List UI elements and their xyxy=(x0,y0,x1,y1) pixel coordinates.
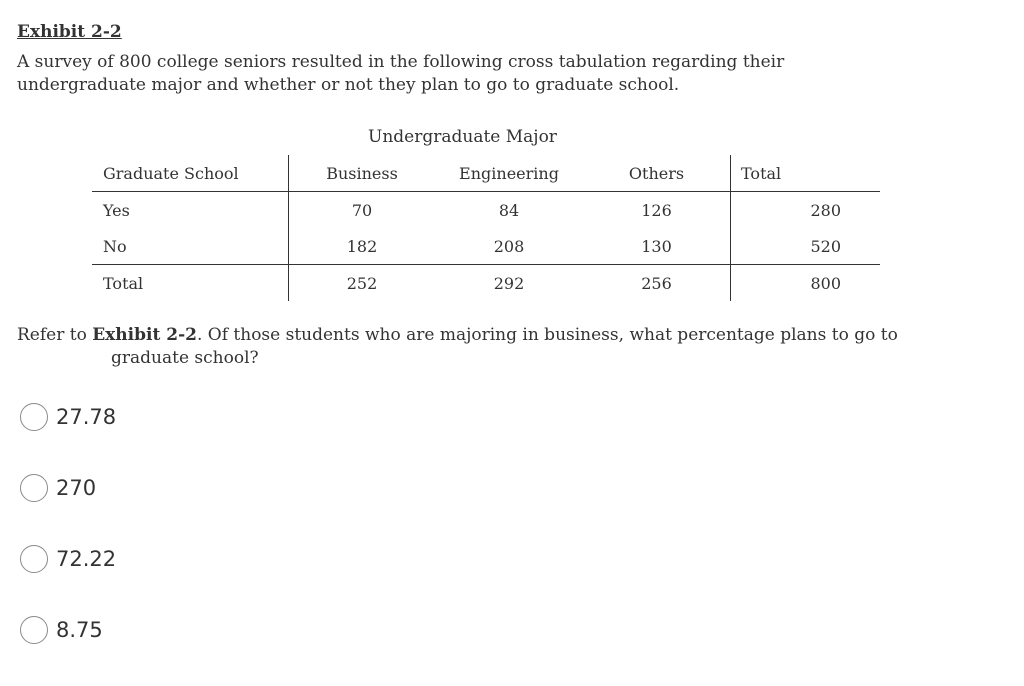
radio-circle-icon[interactable] xyxy=(20,474,48,502)
answer-option-label[interactable]: 72.22 xyxy=(56,547,117,571)
cell-business: 70 xyxy=(289,192,436,229)
header-total: Total xyxy=(731,155,881,192)
radio-circle-icon[interactable] xyxy=(20,545,48,573)
radio-circle-icon[interactable] xyxy=(20,616,48,644)
question-suffix: . Of those students who are majoring in business, what percentage plans to go to graduate school? xyxy=(111,325,898,368)
header-graduate-school: Graduate School xyxy=(92,155,289,192)
header-business: Business xyxy=(289,155,436,192)
row-label: Total xyxy=(92,265,289,302)
table-row-total xyxy=(92,265,880,302)
answer-option-label[interactable]: 8.75 xyxy=(56,618,103,642)
table-caption: Undergraduate Major xyxy=(368,127,557,147)
cell-others: 130 xyxy=(641,236,672,256)
answer-option-label[interactable]: 270 xyxy=(56,476,97,500)
cell-business: 252 xyxy=(289,265,436,302)
table-row-yes xyxy=(92,192,880,229)
answer-option[interactable] xyxy=(20,542,116,576)
row-label: No xyxy=(103,236,127,256)
exhibit-title: Exhibit 2-2 xyxy=(17,22,122,42)
question-exhibit-ref: Exhibit 2-2 xyxy=(92,325,197,345)
radio-circle-icon[interactable] xyxy=(20,403,48,431)
cell-engineering: 208 xyxy=(493,236,525,256)
cell-engineering: 84 xyxy=(498,200,520,220)
cell-total: 800 xyxy=(731,265,881,302)
header-others: Others xyxy=(583,155,731,192)
answer-options xyxy=(20,400,116,684)
cell-business: 182 xyxy=(289,228,436,265)
row-label: Yes xyxy=(103,200,130,220)
answer-option[interactable] xyxy=(20,471,116,505)
answer-option[interactable] xyxy=(20,400,116,434)
answer-option[interactable] xyxy=(20,613,116,647)
cell-others: 256 xyxy=(583,265,731,302)
cell-engineering: 292 xyxy=(435,265,583,302)
exhibit-intro: A survey of 800 college seniors resulted in the following cross tabulation regarding their undergraduate major and whether or not they plan to go to graduate school. xyxy=(17,52,785,95)
cell-total: 280 xyxy=(731,192,881,229)
question-prefix: Refer to xyxy=(17,325,93,345)
table-row-no xyxy=(92,228,880,265)
question-text xyxy=(17,324,971,370)
cross-tabulation-table xyxy=(92,155,880,301)
table-header-row xyxy=(92,155,880,192)
cell-total: 520 xyxy=(731,228,881,265)
cell-others: 126 xyxy=(641,200,672,220)
header-engineering: Engineering xyxy=(435,155,583,192)
answer-option-label[interactable]: 27.78 xyxy=(56,405,117,429)
